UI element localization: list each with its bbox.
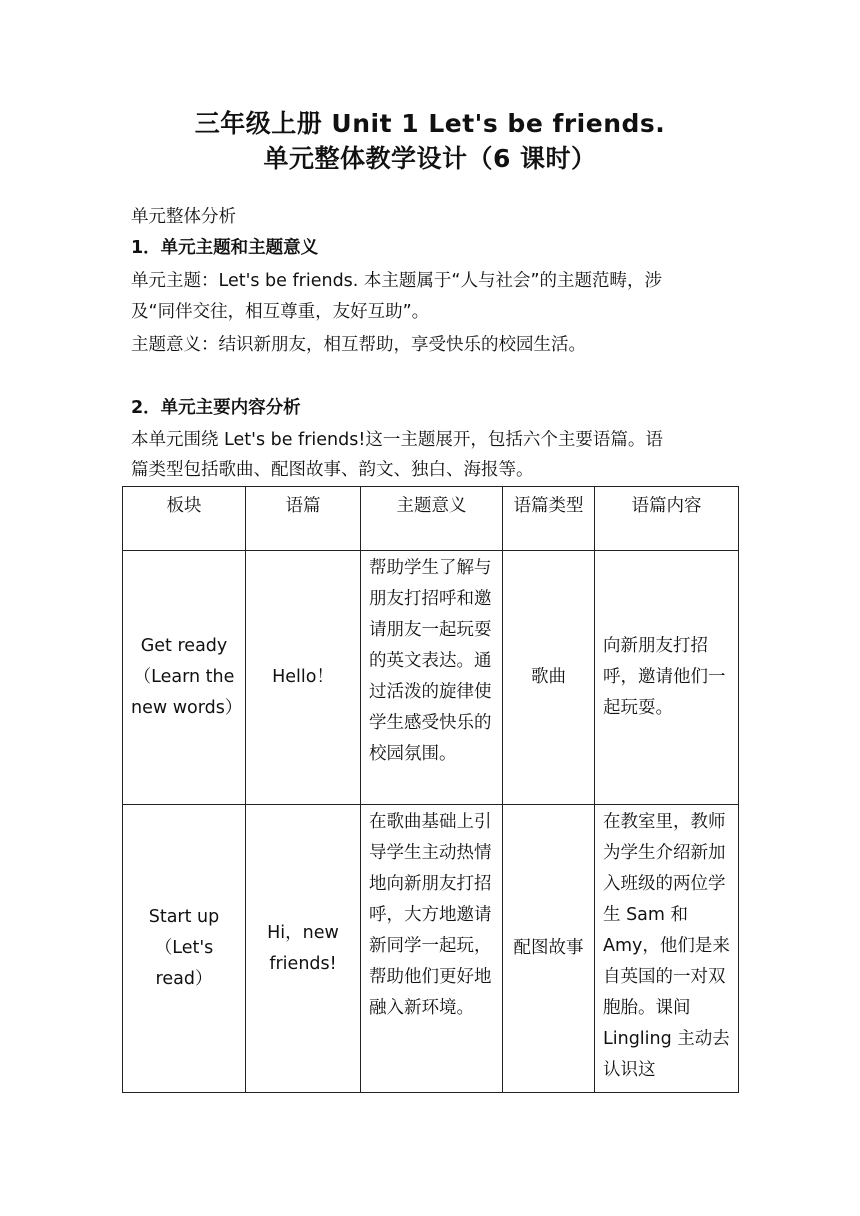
unit-theme-line1: 单元主题：Let's be friends. 本主题属于“人与社会”的主题范畴，涉 xyxy=(131,271,663,291)
content-intro-line1: 本单元围绕 Let's be friends!这一主题展开，包括六个主要语篇。语 xyxy=(131,430,663,450)
content-cell: 在教室里，教师为学生介绍新加入班级的两位学生 Sam 和 Amy，他们是来自英国的一对双胞胎。课间 Lingling 主动去认识这 xyxy=(595,805,739,1093)
unit-theme-line2: 及“同伴交往，相互尊重，友好互助”。 xyxy=(131,302,430,322)
meaning-cell: 在歌曲基础上引导学生主动热情地向新朋友打招呼，大方地邀请新同学一起玩，帮助他们更好地融入新环境。 xyxy=(361,805,503,1093)
meaning-cell: 帮助学生了解与朋友打招呼和邀请朋友一起玩耍的英文表达。通过活泼的旋律使学生感受快乐的校园氛围。 xyxy=(361,551,503,805)
content-cell: 向新朋友打招呼，邀请他们一起玩耍。 xyxy=(595,551,739,805)
theme-meaning: 主题意义：结识新朋友，相互帮助，享受快乐的校园生活。 xyxy=(131,335,586,355)
section-heading: 单元整体分析 xyxy=(131,207,236,227)
table-row xyxy=(123,805,739,1093)
document-title: 三年级上册 Unit 1 Let's be friends. xyxy=(194,109,666,138)
table-header-cell: 语篇类型 xyxy=(503,487,595,551)
table-header-cell: 语篇 xyxy=(246,487,361,551)
document-subtitle: 单元整体教学设计（6 课时） xyxy=(263,144,597,173)
table-header-cell: 主题意义 xyxy=(361,487,503,551)
section-cell: Start up（Let's read） xyxy=(123,805,246,1093)
text-cell: Hi，new friends! xyxy=(246,805,361,1093)
type-cell: 歌曲 xyxy=(503,551,595,805)
content-intro-line2: 篇类型包括歌曲、配图故事、韵文、独白、海报等。 xyxy=(131,460,534,480)
part1-heading: 1．单元主题和主题意义 xyxy=(131,238,319,258)
table-header-row xyxy=(123,487,739,551)
table-header-cell: 板块 xyxy=(123,487,246,551)
content-analysis-table xyxy=(122,486,739,1093)
table-row xyxy=(123,551,739,805)
table-header-cell: 语篇内容 xyxy=(595,487,739,551)
part2-heading: 2．单元主要内容分析 xyxy=(131,398,301,418)
text-cell: Hello！ xyxy=(246,551,361,805)
type-cell: 配图故事 xyxy=(503,805,595,1093)
section-cell: Get ready（Learn the new words） xyxy=(123,551,246,805)
